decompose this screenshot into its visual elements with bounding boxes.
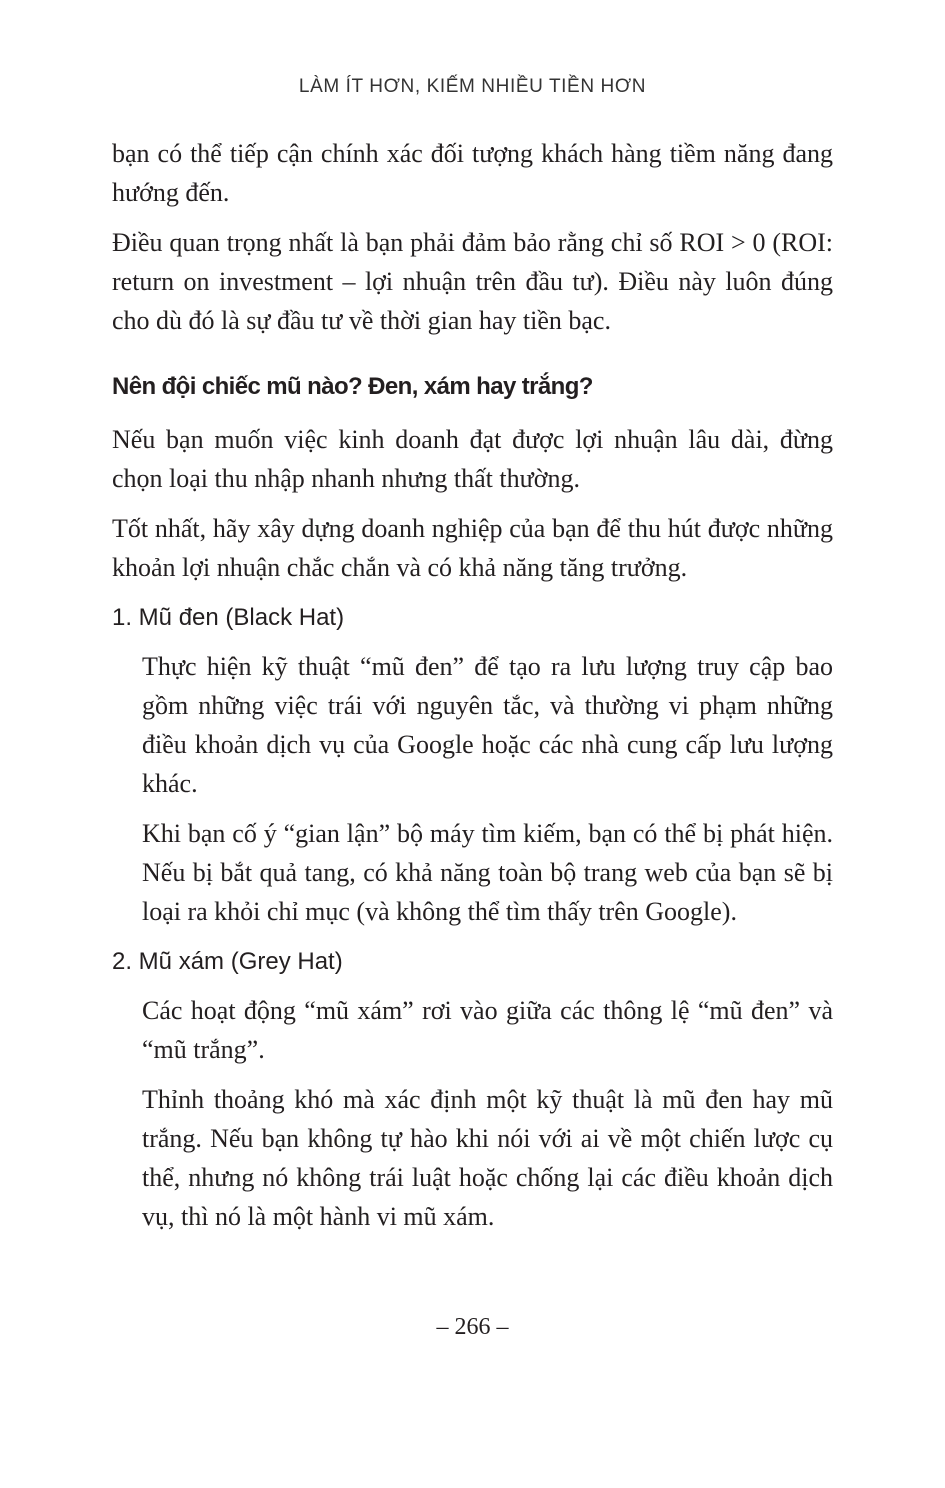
- section-heading: Nên đội chiếc mũ nào? Đen, xám hay trắng?: [112, 373, 593, 400]
- list-item-grey-hat-title: 2. Mũ xám (Grey Hat): [112, 948, 343, 975]
- paragraph-income: Nếu bạn muốn việc kinh doanh đạt được lợi nhuận lâu dài, đừng chọn loại thu nhập nhanh nhưng thất thường.: [112, 425, 833, 493]
- page-body: [112, 134, 833, 1247]
- paragraph-roi: Điều quan trọng nhất là bạn phải đảm bảo rằng chỉ số ROI > 0 (ROI: return on investment – lợi nhuận trên đầu tư). Điều này luôn đúng cho dù đó là sự đầu tư về thời gian hay tiền bạc.: [112, 228, 833, 335]
- list-item-black-hat-title: 1. Mũ đen (Black Hat): [112, 604, 345, 631]
- paragraph-black-hat-definition: Thực hiện kỹ thuật “mũ đen” để tạo ra lưu lượng truy cập bao gồm những việc trái với nguyên tắc, và thường vi phạm những điều khoản dịch vụ của Google hoặc các nhà cung cấp lưu lượng khác.: [142, 652, 833, 798]
- paragraph-build-business: Tốt nhất, hãy xây dựng doanh nghiệp của bạn để thu hút được những khoản lợi nhuận chắc chắn và có khả năng tăng trưởng.: [112, 514, 833, 582]
- paragraph-grey-hat-definition: Các hoạt động “mũ xám” rơi vào giữa các thông lệ “mũ đen” và “mũ trắng”.: [142, 996, 833, 1064]
- paragraph-grey-hat-example: Thỉnh thoảng khó mà xác định một kỹ thuật là mũ đen hay mũ trắng. Nếu bạn không tự hào khi nói với ai về một chiến lược cụ thể, nhưng nó không trái luật hoặc chống lại các điều khoản dịch vụ, thì nó là một hành vi mũ xám.: [142, 1085, 833, 1231]
- list-item-grey-hat-body: [142, 991, 833, 1236]
- running-header: LÀM ÍT HƠN, KIẾM NHIỀU TIỀN HƠN: [298, 76, 647, 97]
- paragraph-continued: bạn có thể tiếp cận chính xác đối tượng khách hàng tiềm năng đang hướng đến.: [112, 139, 833, 207]
- list-item-black-hat-body: [142, 647, 833, 931]
- paragraph-black-hat-risk: Khi bạn cố ý “gian lận” bộ máy tìm kiếm, bạn có thể bị phát hiện. Nếu bị bắt quả tang, có khả năng toàn bộ trang web của bạn sẽ bị loại ra khỏi chỉ mục (và không thể tìm thấy trên Google).: [142, 819, 833, 926]
- page-number: – 266 –: [436, 1314, 509, 1340]
